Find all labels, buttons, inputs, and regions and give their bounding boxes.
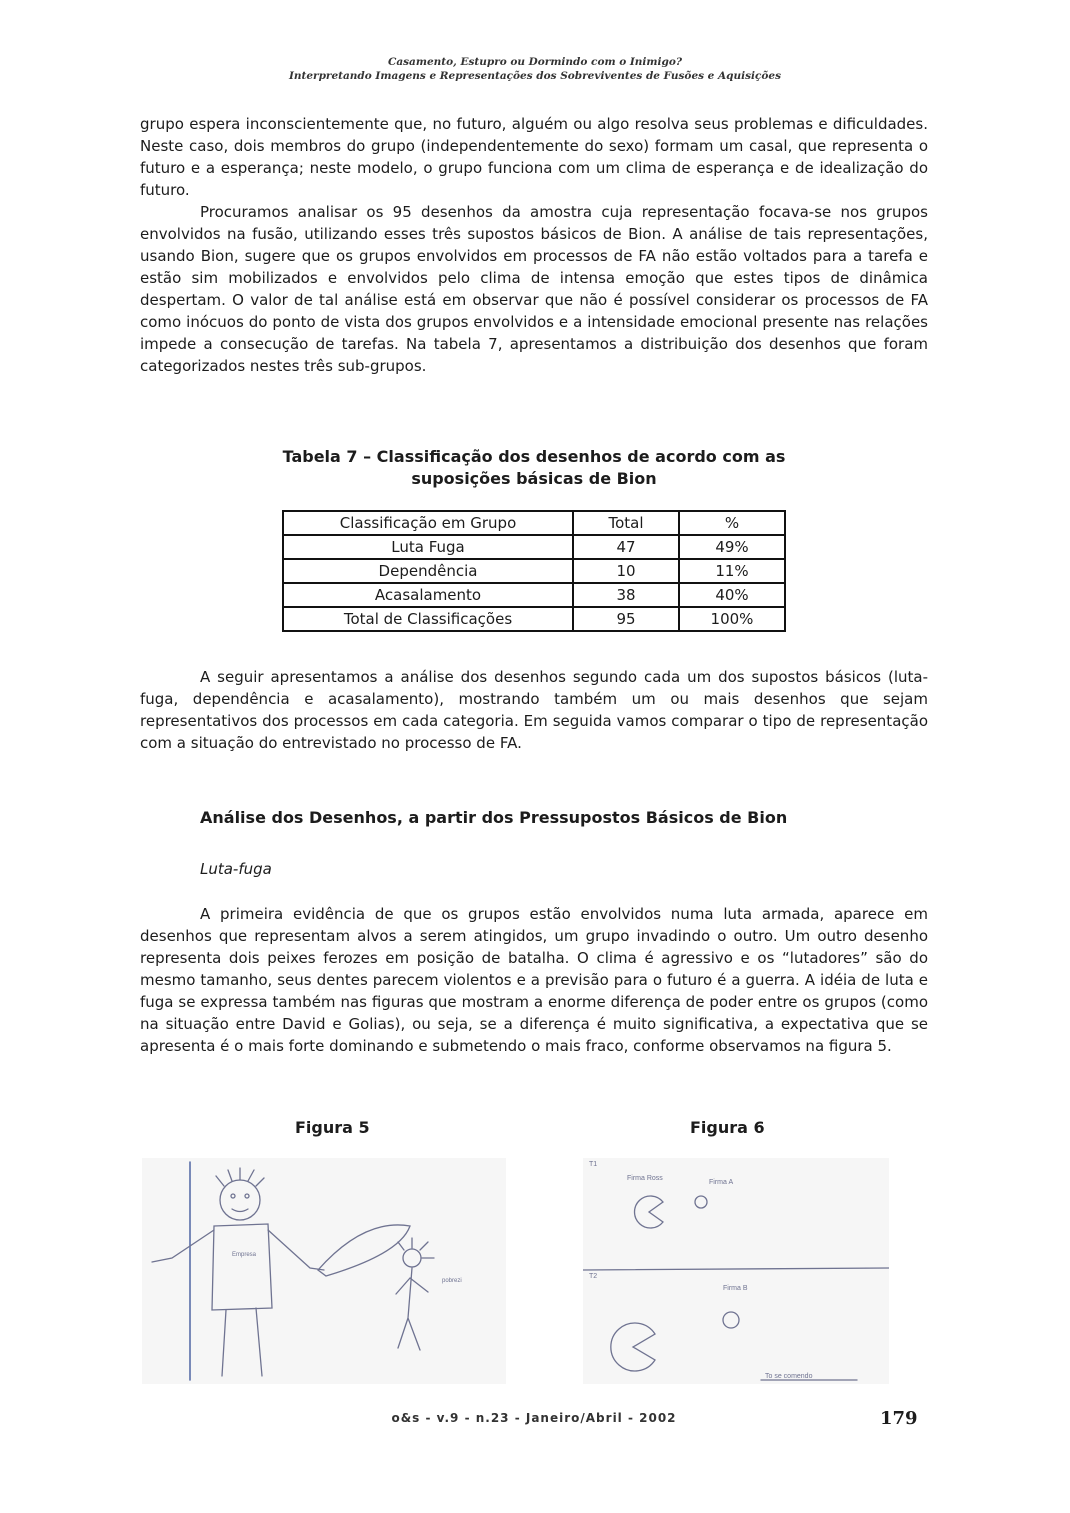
running-head-subtitle: Interpretando Imagens e Representações dos Sobreviventes de Fusões e Aquisições [288, 70, 782, 82]
table-header-row [283, 511, 785, 535]
figure-6-sketch [583, 1158, 889, 1384]
figure-5-small-text: pobrezi [442, 1278, 462, 1284]
classification-table [282, 510, 786, 632]
table-header-cell: Classificação em Grupo [283, 511, 573, 535]
lutafuga-text [140, 903, 928, 1057]
figure-5-label: Figura 5 [295, 1118, 370, 1137]
table-cell: Total de Classificações [283, 607, 573, 631]
figure-6-firma-b-label: Firma B [723, 1285, 748, 1292]
table-cell: 49% [679, 535, 785, 559]
table-row [283, 607, 785, 631]
figure-6-t1-label: T1 [589, 1161, 598, 1168]
table-cell: 100% [679, 607, 785, 631]
table-cell: Acasalamento [283, 583, 573, 607]
table-header-cell: % [679, 511, 785, 535]
figure-6-t2-label: T2 [589, 1273, 598, 1280]
intro-text [140, 113, 928, 377]
table-caption [140, 446, 928, 490]
figure-5-drawing [142, 1158, 506, 1384]
table-cell: 40% [679, 583, 785, 607]
figure-6-drawing [583, 1158, 889, 1384]
table-row [283, 583, 785, 607]
intro-paragraph-1: grupo espera inconscientemente que, no futuro, alguém ou algo resolva seus problemas e dificuldades. Neste caso, dois membros do grupo (independentemente do sexo) formam um casal, que representa o futuro e a esperança; neste modelo, o grupo funciona com um clima de esperança e de idealização do futuro. [140, 115, 928, 199]
table-cell: 11% [679, 559, 785, 583]
table-cell: 95 [573, 607, 679, 631]
table-header-cell: Total [573, 511, 679, 535]
lutafuga-paragraph: A primeira evidência de que os grupos estão envolvidos numa luta armada, aparece em desenhos que representam alvos a serem atingidos, um grupo invadindo o outro. Um outro desenho representa dois peixes ferozes em posição de batalha. O clima é agressivo e os “lutadores” são do mesmo tamanho, seus dentes parecem violentos e a previsão para o futuro é a guerra. A idéia de luta e fuga se expressa também nas figuras que mostram a enorme diferença de poder entre os grupos (como na situação entre David e Golias), ou seja, se a diferença é muito significativa, a expectativa que se apresenta é o mais forte dominando e submetendo o mais fraco, conforme observamos na figura 5. [140, 905, 928, 1055]
analysis-intro-paragraph: A seguir apresentamos a análise dos desenhos segundo cada um dos supostos básicos (luta-fuga, dependência e acasalamento), mostrando também um ou mais desenhos que sejam representativos dos processos em cada categoria. Em seguida vamos comparar o tipo de representação com a situação do entrevistado no processo de FA. [140, 668, 928, 752]
table-row [283, 535, 785, 559]
table-row [283, 559, 785, 583]
subsection-heading: Luta-fuga [200, 860, 272, 878]
footer-citation: o&s - v.9 - n.23 - Janeiro/Abril - 2002 [391, 1411, 677, 1425]
figure-6-label: Figura 6 [690, 1118, 765, 1137]
figure-6-note: To se comendo [765, 1373, 813, 1380]
analysis-intro-text [140, 666, 928, 754]
table-cell: 38 [573, 583, 679, 607]
table-cell: Dependência [283, 559, 573, 583]
table-cell: 47 [573, 535, 679, 559]
intro-paragraph-2: Procuramos analisar os 95 desenhos da amostra cuja representação focava-se nos grupos envolvidos na fusão, utilizando esses três supostos básicos de Bion. A análise de tais representações, usando Bion, sugere que os grupos envolvidos em processos de FA não estão voltados para a tarefa e estão sim mobilizados e envolvidos pelo clima de intensa emoção que estes tipos de dinâmica despertam. O valor de tal análise está em observar que não é possível considerar os processos de FA como inócuos do ponto de vista dos grupos envolvidos e a intensidade emocional presente nas relações impede a consecução de tarefas. Na tabela 7, apresentamos a distribuição dos desenhos que foram categorizados nestes três sub-grupos. [140, 203, 928, 375]
figure-5-sketch [142, 1158, 506, 1384]
figure-6-firma-ross-label: Firma Ross [627, 1175, 663, 1182]
table-cell: 10 [573, 559, 679, 583]
page-number: 179 [880, 1408, 918, 1429]
running-head-title: Casamento, Estupro ou Dormindo com o Inimigo? [387, 56, 682, 68]
section-heading: Análise dos Desenhos, a partir dos Pressupostos Básicos de Bion [200, 808, 788, 827]
table-cell: Luta Fuga [283, 535, 573, 559]
figure-5-shirt-text: Empresa [232, 1252, 257, 1258]
table-caption-line-2: suposições básicas de Bion [411, 469, 657, 488]
table-caption-line-1: Tabela 7 – Classificação dos desenhos de acordo com as [282, 447, 786, 466]
figure-6-firma-a-label: Firma A [709, 1179, 734, 1186]
